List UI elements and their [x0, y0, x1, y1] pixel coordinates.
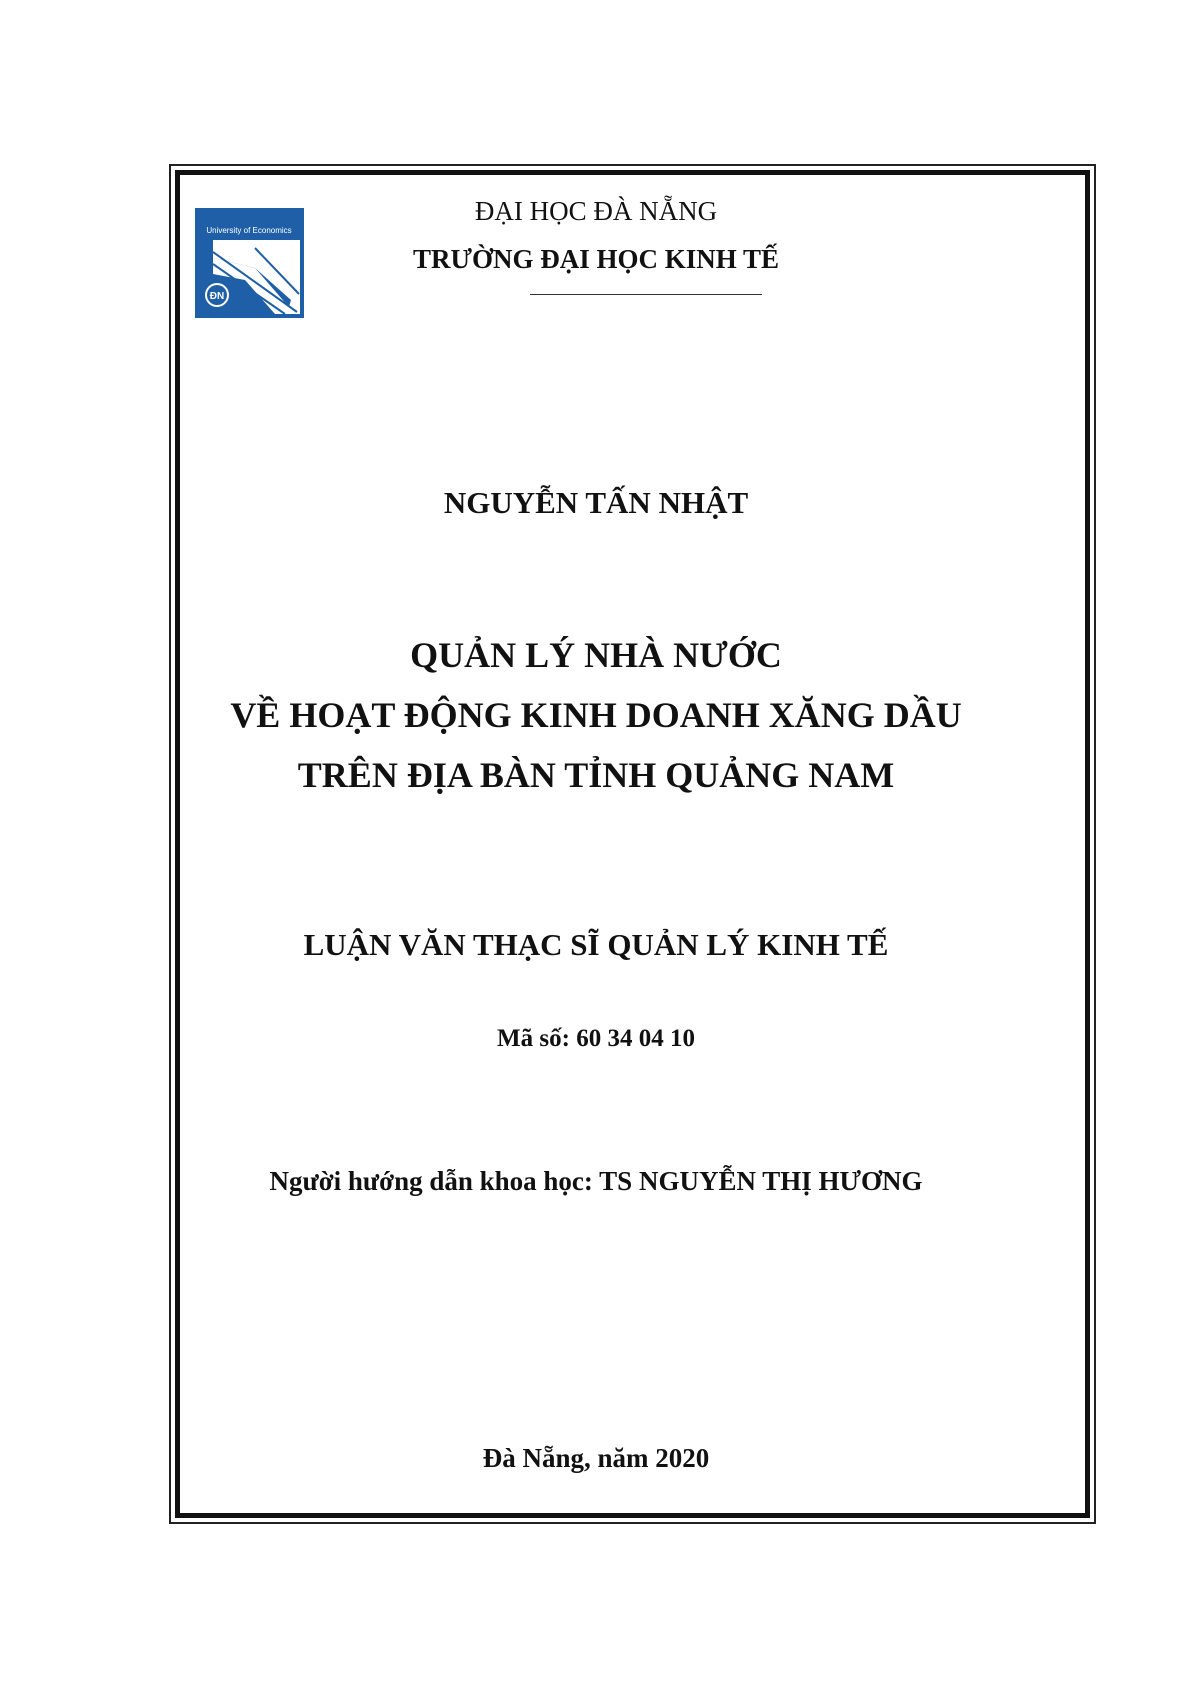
place-and-year: Đà Nẵng, năm 2020: [482, 1443, 710, 1473]
page-border-inner: [175, 170, 1090, 1518]
logo-monogram: ĐN: [209, 291, 225, 302]
logo-text: University of Economics: [206, 226, 292, 235]
thesis-title-line-1: QUẢN LÝ NHÀ NƯỚC: [410, 635, 782, 675]
thesis-title-line-2: VỀ HOẠT ĐỘNG KINH DOANH XĂNG DẦU: [230, 695, 962, 735]
program-code: Mã số: 60 34 04 10: [497, 1025, 695, 1052]
advisor-line: Người hướng dẫn khoa học: TS NGUYỄN THỊ HƯƠNG: [269, 1166, 923, 1196]
degree-type: LUẬN VĂN THẠC SĨ QUẢN LÝ KINH TẾ: [303, 927, 889, 962]
thesis-title-line-3: TRÊN ĐỊA BÀN TỈNH QUẢNG NAM: [297, 755, 895, 795]
school-name: TRƯỜNG ĐẠI HỌC KINH TẾ: [412, 244, 780, 274]
university-name: ĐẠI HỌC ĐÀ NẴNG: [474, 196, 718, 226]
header-divider: [530, 294, 762, 295]
author-name: NGUYỄN TẤN NHẬT: [443, 485, 749, 520]
